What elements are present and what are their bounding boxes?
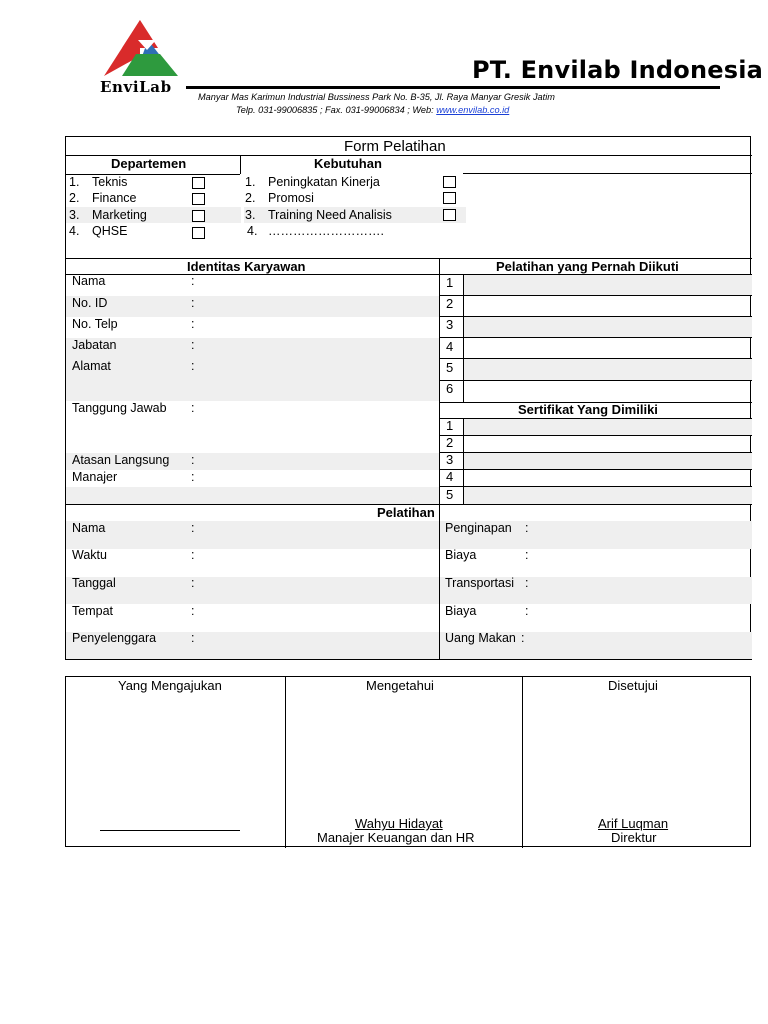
pelatihan-biaya-sep: : [525,548,529,562]
kebutuhan-no-1: 1. [245,175,256,189]
sig-yang-mengajukan-line[interactable] [100,830,240,831]
dept-no-3: 3. [69,208,80,222]
company-contact [236,105,509,115]
identitas-manajer-label: Manajer [72,470,118,484]
form-title: Form Pelatihan [344,138,446,155]
sig-mengetahui-name: Wahyu Hidayat [355,816,443,831]
pelatihan-penginapan-label: Penginapan [445,521,512,535]
dept-teknis-checkbox[interactable] [192,177,205,189]
dept-qhse: QHSE [92,224,128,238]
sig-mengetahui-position: Manajer Keuangan dan HR [317,830,475,845]
sertifikat-5: 5 [446,487,454,502]
dept-finance-checkbox[interactable] [192,193,205,205]
identitas-nama-sep: : [191,274,195,288]
identitas-atasan-label: Atasan Langsung [72,453,170,467]
kebutuhan-no-4: 4. [247,224,258,238]
envilab-logo-icon [100,18,180,78]
sig-disetujui-title: Disetujui [608,678,658,693]
pelatihan-diikuti-heading: Pelatihan yang Pernah Diikuti [496,259,679,274]
pelatihan-diikuti-3: 3 [446,317,454,332]
pelatihan-nama-label: Nama [72,521,106,535]
pelatihan-tempat-label: Tempat [72,604,113,618]
dept-no-2: 2. [69,191,80,205]
sig-disetujui-position: Direktur [611,830,657,845]
pelatihan-heading: Pelatihan [377,505,435,520]
kebutuhan-training-need: Training Need Analisis [268,208,392,222]
sertifikat-3: 3 [446,452,454,467]
kebutuhan-no-2: 2. [245,191,256,205]
contact-phone: Telp. 031-99006835 ; Fax. 031-99006834 ; Web: [236,105,437,115]
sig-disetujui-name: Arif Luqman [598,816,669,831]
sertifikat-4: 4 [446,469,454,484]
identitas-manajer-sep: : [191,470,195,484]
identitas-jabatan-sep: : [191,338,195,352]
pelatihan-penyelenggara-sep: : [191,631,195,645]
pelatihan-waktu-sep: : [191,548,195,562]
pelatihan-biaya-2-sep: : [525,604,529,618]
header-rule [186,86,720,89]
kebutuhan-peningkatan-checkbox[interactable] [443,176,456,188]
dept-no-4: 4. [69,224,80,238]
kebutuhan-training-checkbox[interactable] [443,209,456,221]
company-address: Manyar Mas Karimun Industrial Bussiness Park No. B-35, Jl. Raya Manyar Gresik Jatim [198,92,555,102]
sertifikat-1: 1 [446,418,454,433]
pelatihan-tanggal-label: Tanggal [72,576,116,590]
pelatihan-waktu-label: Waktu [72,548,107,562]
pelatihan-tempat-sep: : [191,604,195,618]
dept-teknis: Teknis [92,175,128,189]
signature-table [65,676,751,847]
identitas-noid-label: No. ID [72,296,108,310]
dept-qhse-checkbox[interactable] [192,227,205,239]
website-link[interactable]: www.envilab.co.id [436,105,510,115]
kebutuhan-no-3: 3. [245,208,256,222]
logo-text: EnviLab [100,78,172,96]
dept-marketing-checkbox[interactable] [192,210,205,222]
pelatihan-diikuti-4: 4 [446,339,454,354]
kebutuhan-heading: Kebutuhan [314,156,382,171]
kebutuhan-promosi-checkbox[interactable] [443,192,456,204]
identitas-alamat-label: Alamat [72,359,111,373]
identitas-tanggung-jawab-label: Tanggung Jawab [72,401,167,415]
departemen-heading: Departemen [111,156,187,171]
pelatihan-diikuti-2: 2 [446,296,454,311]
pelatihan-biaya-label: Biaya [445,548,477,562]
sertifikat-heading: Sertifikat Yang Dimiliki [518,402,658,417]
identitas-atasan-sep: : [191,453,195,467]
pelatihan-transportasi-sep: : [525,576,529,590]
identitas-nama-label: Nama [72,274,106,288]
pelatihan-nama-sep: : [191,521,195,535]
kebutuhan-peningkatan-kinerja: Peningkatan Kinerja [268,175,380,189]
pelatihan-uang-makan-sep: : [521,631,525,645]
dept-finance: Finance [92,191,137,205]
sig-mengetahui-title: Mengetahui [366,678,434,693]
pelatihan-diikuti-5: 5 [446,360,454,375]
training-form [65,136,751,660]
kebutuhan-promosi: Promosi [268,191,314,205]
identitas-notelp-sep: : [191,317,195,331]
identitas-heading: Identitas Karyawan [187,259,306,274]
pelatihan-tanggal-sep: : [191,576,195,590]
dept-marketing: Marketing [92,208,147,222]
pelatihan-penyelenggara-label: Penyelenggara [72,631,157,645]
pelatihan-penginapan-sep: : [525,521,529,535]
sertifikat-2: 2 [446,435,454,450]
company-name: PT. Envilab Indonesia [472,56,764,84]
identitas-noid-sep: : [191,296,195,310]
pelatihan-diikuti-6: 6 [446,381,454,396]
dept-no-1: 1. [69,175,80,189]
kebutuhan-other[interactable]: ………………………. [268,224,384,238]
pelatihan-biaya-2-label: Biaya [445,604,477,618]
identitas-alamat-sep: : [191,359,195,373]
pelatihan-uang-makan-label: Uang Makan [445,631,516,645]
identitas-tanggung-jawab-sep: : [191,401,195,415]
sig-yang-mengajukan-title: Yang Mengajukan [118,678,222,693]
identitas-jabatan-label: Jabatan [72,338,117,352]
identitas-notelp-label: No. Telp [72,317,118,331]
pelatihan-transportasi-label: Transportasi [445,576,515,590]
pelatihan-diikuti-1: 1 [446,275,454,290]
